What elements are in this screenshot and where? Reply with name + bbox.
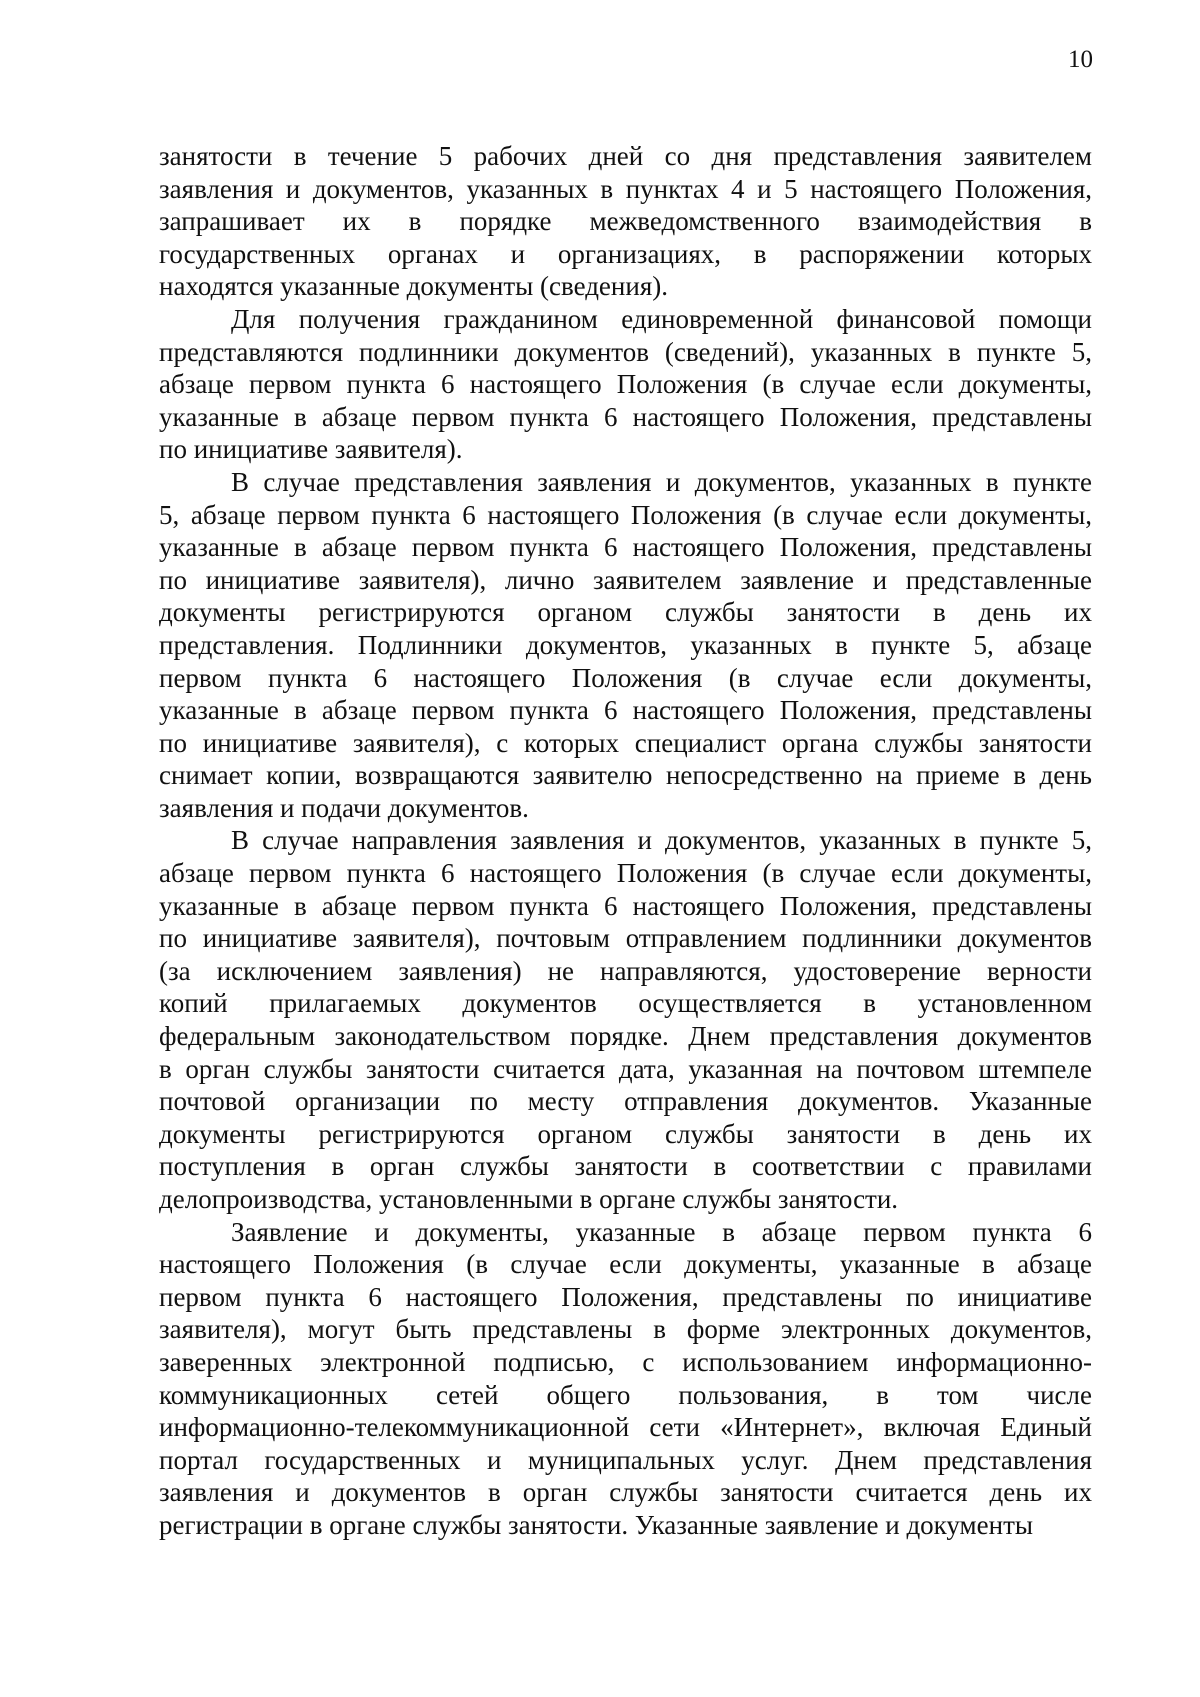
document-body [159,140,1092,1542]
text-line: заверенных электронной подписью, с использованием информационно- [159,1346,1092,1377]
text-line: документы регистрируются органом службы занятости в день их [159,597,1092,628]
text-line: по инициативе заявителя), с которых специалист органа службы занятости [159,727,1092,758]
text-line: по инициативе заявителя), почтовым отправлением подлинники документов [159,923,1092,954]
text-line: федеральным законодательством порядке. Днем представления документов [159,1021,1092,1052]
text-line: коммуникационных сетей общего пользования, в том числе [159,1379,1092,1410]
text-line: представления. Подлинники документов, указанных в пункте 5, абзаце [159,629,1092,660]
text-line: государственных органах и организациях, в распоряжении которых [159,238,1092,269]
text-line: регистрации в органе службы занятости. Указанные заявление и документы [159,1509,1034,1540]
text-line: портал государственных и муниципальных услуг. Днем представления [159,1444,1092,1475]
paragraph [159,824,1092,1215]
text-line: копий прилагаемых документов осуществляется в установленном [159,988,1092,1019]
text-line: Заявление и документы, указанные в абзаце первом пункта 6 [231,1216,1092,1247]
paragraph [159,466,1092,825]
text-line: поступления в орган службы занятости в соответствии с правилами [159,1151,1092,1182]
paragraph [159,1216,1092,1542]
text-line: заявления и документов в орган службы занятости считается день их [159,1477,1092,1508]
text-line: указанные в абзаце первом пункта 6 настоящего Положения, представлены [159,695,1092,726]
paragraph [159,303,1092,466]
text-line: находятся указанные документы (сведения). [159,271,668,302]
text-line: по инициативе заявителя). [159,434,463,465]
text-line: Для получения гражданином единовременной финансовой помощи [231,303,1092,334]
text-line: указанные в абзаце первом пункта 6 настоящего Положения, представлены [159,532,1092,563]
text-line: заявителя), могут быть представлены в форме электронных документов, [159,1314,1092,1345]
text-line: (за исключением заявления) не направляются, удостоверение верности [159,955,1092,986]
text-line: В случае представления заявления и документов, указанных в пункте [231,466,1092,497]
text-line: занятости в течение 5 рабочих дней со дня представления заявителем [159,141,1092,171]
text-line: делопроизводства, установленными в органе службы занятости. [159,1184,899,1214]
text-line: в орган службы занятости считается дата, указанная на почтовом штемпеле [159,1053,1092,1084]
text-line: настоящего Положения (в случае если документы, указанные в абзаце [159,1249,1092,1280]
text-line: первом пункта 6 настоящего Положения, представлены по инициативе [159,1281,1092,1312]
text-line: абзаце первом пункта 6 настоящего Положения (в случае если документы, [159,858,1092,889]
text-line: указанные в абзаце первом пункта 6 настоящего Положения, представлены [159,890,1092,921]
text-line: абзаце первом пункта 6 настоящего Положения (в случае если документы, [159,369,1092,400]
text-line: по инициативе заявителя), лично заявителем заявление и представленные [159,564,1092,595]
text-line: 5, абзаце первом пункта 6 настоящего Положения (в случае если документы, [159,499,1092,530]
text-line: документы регистрируются органом службы занятости в день их [159,1118,1092,1149]
text-line: указанные в абзаце первом пункта 6 настоящего Положения, представлены [159,401,1092,432]
text-line: заявления и документов, указанных в пунктах 4 и 5 настоящего Положения, [159,173,1092,204]
text-line: запрашивает их в порядке межведомственного взаимодействия в [159,206,1092,237]
page-number: 10 [1068,46,1093,73]
text-line: представляются подлинники документов (сведений), указанных в пункте 5, [159,336,1092,367]
text-line: В случае направления заявления и документов, указанных в пункте 5, [231,825,1092,856]
text-line: снимает копии, возвращаются заявителю непосредственно на приеме в день [159,760,1092,791]
text-line: первом пункта 6 настоящего Положения (в случае если документы, [159,662,1092,693]
text-line: заявления и подачи документов. [159,792,529,823]
paragraph [159,140,1092,303]
text-line: почтовой организации по месту отправления документов. Указанные [159,1086,1092,1117]
text-line: информационно-телекоммуникационной сети «Интернет», включая Единый [159,1412,1092,1443]
